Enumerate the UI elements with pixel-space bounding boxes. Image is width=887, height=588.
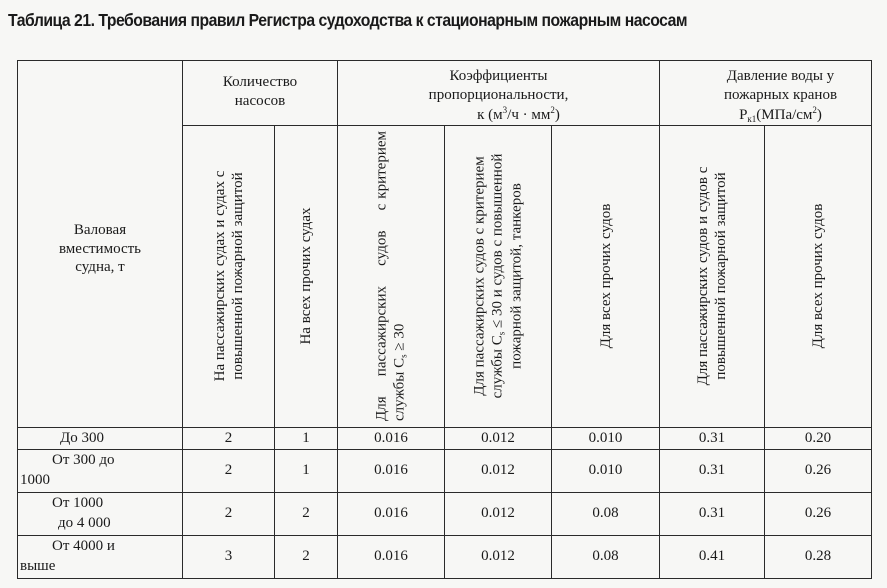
- table-title: Таблица 21. Требования правил Регистра судоходства к стационарным пожарным насосам: [8, 10, 688, 30]
- fire-pump-requirements-table: [17, 60, 872, 579]
- subheader-coef-passenger-cs-ge-30: Для пассажирских судов с критерием службы $C_s \ge 30$: [338, 125, 445, 427]
- header-coefficients: Коэффициенты пропорциональности, к $(м^3/ч \cdot мм^2)$: [338, 61, 660, 126]
- subheader-pressure-passenger: Для пассажирских судов и судов с повышенной пожарной защитой: [660, 125, 765, 427]
- subheader-pressure-other: Для всех прочих судов: [765, 125, 872, 427]
- table-row: От 4000 и выше 3 2 0.016 0.012 0.08 0.41 0.28: [18, 535, 872, 578]
- subheader-passenger-pumps: На пассажирских судах и судах с повышенной пожарной защитой: [183, 125, 275, 427]
- table-row: От 300 до 1000 2 1 0.016 0.012 0.010 0.31 0.26: [18, 449, 872, 492]
- subheader-coef-passenger-cs-le-30: Для пассажирских судов с критерием службы $C_s \le 30$ и судов с повышенной пожарной защитой, танкеров: [445, 125, 552, 427]
- header-water-pressure: Давление воды у пожарных кранов $P_{к1}(МПа/см^2)$: [660, 61, 872, 126]
- header-pump-count: Количество насосов: [183, 61, 338, 126]
- subheader-other-pumps: На всех прочих судах: [275, 125, 338, 427]
- table-row: До 300 2 1 0.016 0.012 0.010 0.31 0.20: [18, 427, 872, 449]
- subheader-coef-other: Для всех прочих судов: [552, 125, 660, 427]
- table-row: От 1000 до 4 000 2 2 0.016 0.012 0.08 0.31 0.26: [18, 492, 872, 535]
- header-tonnage: Валовая вместимость судна, т: [18, 61, 183, 428]
